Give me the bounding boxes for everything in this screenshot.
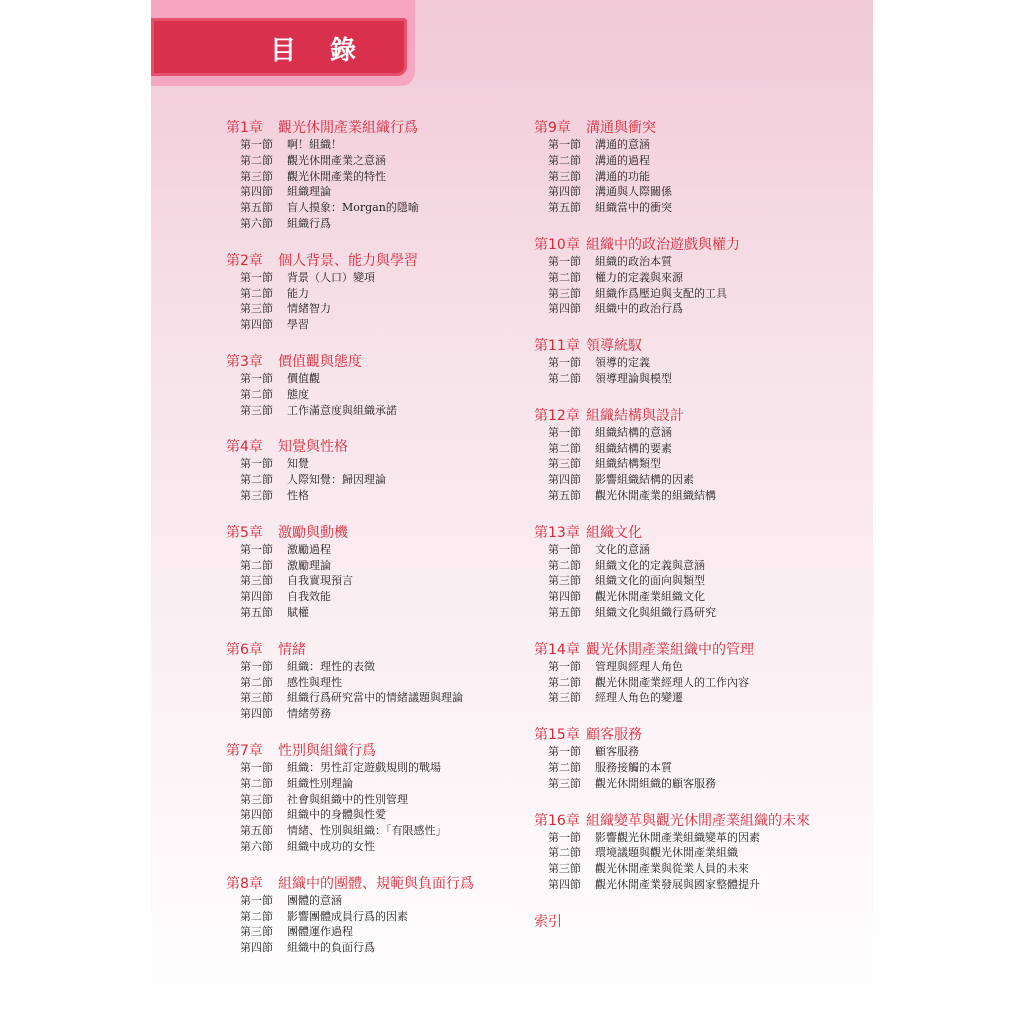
section-title: 觀光休閒產業發展與國家整體提升 (595, 877, 760, 891)
section-title: 影響組織結構的因素 (595, 473, 694, 487)
chapter-title: 組織中的政治遊戲與權力 (586, 236, 740, 253)
section-entry[interactable] (226, 924, 474, 940)
section-number: 第一節 (240, 659, 273, 673)
section-title: 文化的意涵 (595, 542, 650, 556)
section-number: 第五節 (240, 824, 273, 838)
section-title: 情緒勞務 (287, 707, 331, 721)
section-entry[interactable] (534, 456, 810, 472)
section-title: 情緒智力 (287, 302, 331, 316)
section-entry[interactable] (226, 573, 474, 589)
section-title: 服務接觸的本質 (595, 760, 672, 774)
chapter-entry (226, 641, 474, 722)
section-number: 第六節 (240, 216, 273, 230)
chapter-heading[interactable] (534, 524, 810, 542)
section-number: 第二節 (548, 558, 581, 572)
section-entry[interactable] (534, 877, 810, 893)
chapter-heading[interactable] (534, 641, 810, 659)
chapter-number: 第1章 (226, 120, 263, 136)
chapter-number: 第12章 (534, 407, 580, 424)
section-number: 第四節 (240, 808, 273, 822)
section-title: 觀光休閒組織的顧客服務 (595, 776, 716, 790)
section-title: 影響團體成員行爲的因素 (287, 909, 408, 923)
chapter-title: 領導統馭 (586, 338, 642, 355)
chapter-heading[interactable] (226, 119, 474, 137)
section-number: 第一節 (240, 138, 273, 151)
section-title: 自我實現預言 (287, 574, 353, 588)
toc-left-column (226, 119, 474, 976)
chapter-number: 第9章 (534, 120, 571, 136)
section-entry[interactable] (534, 830, 810, 846)
chapter-entry (226, 742, 474, 855)
section-title: 自我效能 (287, 590, 331, 604)
section-title: 能力 (287, 286, 309, 300)
section-entry[interactable] (226, 472, 474, 488)
section-title: 感性與理性 (287, 675, 342, 689)
section-number: 第五節 (548, 605, 581, 619)
page-title: 目錄 (270, 36, 391, 66)
section-title: 組織文化的面向與類型 (595, 574, 705, 588)
chapter-entry (226, 875, 474, 956)
section-number: 第二節 (548, 675, 581, 689)
section-entry[interactable] (226, 605, 474, 621)
chapter-title: 組織中的團體、規範與負面行爲 (278, 875, 474, 892)
section-title: 組織行爲 (287, 216, 331, 230)
section-entry[interactable] (226, 216, 474, 232)
section-entry[interactable] (226, 659, 474, 675)
chapter-heading[interactable] (226, 252, 474, 270)
section-title: 組織作爲壓迫與支配的工具 (595, 286, 727, 300)
section-title: 觀光休閒產業的組織結構 (595, 488, 716, 502)
section-entry[interactable] (534, 573, 810, 589)
section-number: 第二節 (548, 270, 581, 284)
chapter-title: 觀光休閒產業組織中的管理 (586, 641, 754, 658)
section-title: 溝通的意涵 (595, 138, 650, 151)
section-title: 情緒、性別與組織：「有限感性」 (287, 824, 447, 838)
section-entry[interactable] (534, 169, 810, 185)
chapter-entry (534, 726, 810, 791)
section-title: 組織的政治本質 (595, 254, 672, 268)
section-entry[interactable] (534, 286, 810, 302)
section-entry[interactable] (534, 675, 810, 691)
section-entry[interactable] (226, 317, 474, 333)
section-title: 溝通的過程 (595, 153, 650, 167)
section-entry[interactable] (226, 403, 474, 419)
section-number: 第二節 (240, 558, 273, 572)
index-link[interactable]: 索引 (534, 913, 562, 930)
chapter-title: 觀光休閒產業組織行爲 (278, 120, 418, 136)
chapter-number: 第15章 (534, 727, 580, 744)
chapter-entry (226, 524, 474, 621)
section-number: 第二節 (240, 675, 273, 689)
section-title: 組織：男性訂定遊戲規則的戰場 (287, 760, 441, 774)
section-entry[interactable] (534, 254, 810, 270)
section-number: 第三節 (548, 776, 581, 790)
section-title: 性格 (287, 488, 309, 502)
section-entry[interactable] (226, 760, 474, 776)
section-entry[interactable] (226, 387, 474, 403)
section-number: 第二節 (548, 153, 581, 167)
section-entry[interactable] (226, 558, 474, 574)
section-entry[interactable] (534, 301, 810, 317)
section-number: 第四節 (548, 473, 581, 487)
section-title: 組織：理性的表徵 (287, 659, 375, 673)
section-entry[interactable] (226, 675, 474, 691)
section-title: 態度 (287, 387, 309, 401)
section-number: 第一節 (548, 254, 581, 268)
chapter-entry (226, 438, 474, 503)
section-title: 組織文化與組織行爲研究 (595, 605, 716, 619)
section-number: 第四節 (240, 707, 273, 721)
chapter-number: 第8章 (226, 875, 263, 892)
chapter-entry (534, 407, 810, 504)
section-number: 第一節 (548, 425, 581, 439)
section-number: 第三節 (548, 286, 581, 300)
chapter-heading[interactable] (534, 236, 810, 254)
section-title: 組織結構的意涵 (595, 425, 672, 439)
chapter-heading[interactable] (534, 407, 810, 425)
section-title: 組織理論 (287, 185, 331, 199)
section-entry[interactable] (226, 137, 474, 153)
chapter-number: 第10章 (534, 236, 580, 253)
chapter-heading[interactable] (534, 337, 810, 355)
section-entry[interactable] (534, 861, 810, 877)
section-title: 盲人摸象：Morgan的隱喻 (287, 201, 419, 215)
section-entry[interactable] (226, 706, 474, 722)
section-entry[interactable] (534, 659, 810, 675)
section-title: 溝通的功能 (595, 169, 650, 183)
section-entry[interactable] (226, 589, 474, 605)
chapter-heading[interactable] (226, 742, 474, 760)
section-title: 顧客服務 (595, 745, 639, 759)
chapter-heading[interactable] (226, 353, 474, 371)
section-number: 第一節 (548, 659, 581, 673)
section-title: 價值觀 (287, 371, 320, 385)
section-title: 觀光休閒產業組織文化 (595, 590, 705, 604)
section-number: 第三節 (240, 403, 273, 417)
section-number: 第五節 (548, 201, 581, 215)
section-entry[interactable] (226, 270, 474, 286)
section-number: 第三節 (548, 862, 581, 876)
section-title: 觀光休閒產業的特性 (287, 169, 386, 183)
section-entry[interactable] (534, 355, 810, 371)
section-title: 背景（人口）變項 (287, 270, 375, 284)
section-entry[interactable] (226, 153, 474, 169)
section-number: 第三節 (240, 691, 273, 705)
section-title: 經理人角色的變遷 (595, 691, 683, 705)
section-number: 第二節 (240, 776, 273, 790)
section-title: 領導的定義 (595, 356, 650, 370)
chapter-entry (534, 524, 810, 621)
section-title: 組織結構類型 (595, 457, 661, 471)
section-number: 第四節 (548, 185, 581, 199)
chapter-heading[interactable] (226, 524, 474, 542)
section-number: 第一節 (240, 760, 273, 774)
section-title: 觀光休閒產業與從業人員的未來 (595, 862, 749, 876)
section-entry[interactable] (534, 760, 810, 776)
chapter-title: 個人背景、能力與學習 (278, 252, 418, 269)
section-entry[interactable] (226, 792, 474, 808)
section-entry[interactable] (226, 184, 474, 200)
section-title: 觀光休閒產業之意涵 (287, 153, 386, 167)
section-number: 第四節 (548, 302, 581, 316)
section-entry[interactable] (534, 776, 810, 792)
chapter-title: 組織文化 (586, 524, 642, 541)
section-entry[interactable] (534, 605, 810, 621)
section-number: 第一節 (240, 893, 273, 907)
section-entry[interactable] (226, 690, 474, 706)
section-number: 第一節 (548, 138, 581, 151)
section-title: 組織當中的衝突 (595, 201, 672, 215)
section-entry[interactable] (534, 137, 810, 153)
section-entry[interactable] (226, 909, 474, 925)
section-title: 組織結構的要素 (595, 441, 672, 455)
section-number: 第二節 (240, 909, 273, 923)
section-entry[interactable] (534, 488, 810, 504)
chapter-title: 組織結構與設計 (586, 407, 684, 424)
section-number: 第四節 (548, 590, 581, 604)
chapter-number: 第11章 (534, 338, 580, 355)
section-number: 第二節 (548, 760, 581, 774)
section-title: 啊！組織！ (287, 138, 342, 151)
chapter-number: 第5章 (226, 524, 263, 541)
section-entry[interactable] (226, 456, 474, 472)
section-number: 第四節 (240, 941, 273, 955)
section-number: 第一節 (240, 457, 273, 471)
section-number: 第二節 (548, 441, 581, 455)
chapter-heading[interactable] (534, 119, 810, 137)
section-number: 第四節 (548, 877, 581, 891)
section-title: 社會與組織中的性別管理 (287, 792, 408, 806)
chapter-title: 價值觀與態度 (278, 353, 362, 370)
section-entry[interactable] (534, 744, 810, 760)
section-title: 人際知覺：歸因理論 (287, 473, 386, 487)
section-number: 第二節 (240, 387, 273, 401)
section-number: 第一節 (548, 356, 581, 370)
section-number: 第五節 (240, 201, 273, 215)
section-title: 領導理論與模型 (595, 371, 672, 385)
section-entry[interactable] (534, 542, 810, 558)
section-entry[interactable] (226, 776, 474, 792)
section-title: 學習 (287, 318, 309, 332)
section-number: 第四節 (240, 590, 273, 604)
chapter-heading[interactable] (226, 641, 474, 659)
section-entry[interactable] (534, 425, 810, 441)
section-entry[interactable] (534, 441, 810, 457)
section-title: 觀光休閒產業經理人的工作內容 (595, 675, 749, 689)
section-title: 組織性別理論 (287, 776, 353, 790)
section-entry[interactable] (226, 301, 474, 317)
section-title: 組織中成功的女性 (287, 839, 375, 853)
section-number: 第二節 (240, 286, 273, 300)
section-entry[interactable] (534, 589, 810, 605)
section-entry[interactable] (226, 823, 474, 839)
section-title: 權力的定義與來源 (595, 270, 683, 284)
section-number: 第三節 (548, 574, 581, 588)
section-entry[interactable] (534, 558, 810, 574)
section-title: 團體運作過程 (287, 925, 353, 939)
section-number: 第三節 (240, 925, 273, 939)
chapter-number: 第6章 (226, 641, 263, 658)
section-entry[interactable] (226, 542, 474, 558)
chapter-number: 第16章 (534, 812, 580, 829)
section-number: 第二節 (240, 153, 273, 167)
section-number: 第二節 (240, 473, 273, 487)
section-title: 環境議題與觀光休閒產業組織 (595, 846, 738, 860)
section-entry[interactable] (534, 153, 810, 169)
section-entry[interactable] (534, 371, 810, 387)
section-entry[interactable] (226, 286, 474, 302)
section-title: 知覺 (287, 457, 309, 471)
section-number: 第三節 (240, 302, 273, 316)
chapter-title: 組織變革與觀光休閒產業組織的未來 (586, 812, 810, 829)
section-number: 第六節 (240, 839, 273, 853)
chapter-entry (226, 252, 474, 333)
section-entry[interactable] (534, 690, 810, 706)
section-entry[interactable] (534, 200, 810, 216)
section-number: 第三節 (548, 457, 581, 471)
chapter-entry (534, 119, 810, 216)
chapter-title: 溝通與衝突 (586, 120, 656, 136)
section-title: 組織文化的定義與意涵 (595, 558, 705, 572)
chapter-number: 第7章 (226, 742, 263, 759)
chapter-heading[interactable] (226, 438, 474, 456)
section-title: 激勵過程 (287, 542, 331, 556)
chapter-entry (226, 353, 474, 418)
section-number: 第一節 (240, 542, 273, 556)
section-title: 溝通與人際關係 (595, 185, 672, 199)
section-entry[interactable] (226, 940, 474, 956)
section-entry[interactable] (534, 472, 810, 488)
chapter-title: 性別與組織行爲 (278, 742, 376, 759)
chapter-title: 激勵與動機 (278, 524, 348, 541)
section-number: 第三節 (548, 691, 581, 705)
chapter-title: 知覺與性格 (278, 439, 348, 456)
section-entry[interactable] (226, 169, 474, 185)
section-title: 賦權 (287, 605, 309, 619)
section-entry[interactable] (226, 807, 474, 823)
section-title: 組織行爲研究當中的情緒議題與理論 (287, 691, 463, 705)
chapter-number: 第14章 (534, 641, 580, 658)
chapter-number: 第3章 (226, 353, 263, 370)
section-entry[interactable] (534, 184, 810, 200)
section-entry[interactable] (534, 270, 810, 286)
section-title: 組織中的身體與性愛 (287, 808, 386, 822)
section-title: 團體的意涵 (287, 893, 342, 907)
section-entry[interactable] (534, 845, 810, 861)
chapter-entry (534, 812, 810, 893)
section-entry[interactable] (226, 893, 474, 909)
section-number: 第二節 (548, 371, 581, 385)
section-number: 第一節 (548, 745, 581, 759)
chapter-heading[interactable] (534, 812, 810, 830)
section-title: 激勵理論 (287, 558, 331, 572)
section-title: 組織中的政治行爲 (595, 302, 683, 316)
chapter-entry (534, 337, 810, 387)
section-number: 第三節 (548, 169, 581, 183)
section-entry[interactable] (226, 371, 474, 387)
section-number: 第五節 (548, 488, 581, 502)
section-number: 第一節 (548, 830, 581, 844)
section-number: 第四節 (240, 185, 273, 199)
section-entry[interactable] (226, 200, 474, 216)
chapter-number: 第4章 (226, 439, 263, 456)
section-number: 第二節 (548, 846, 581, 860)
section-title: 管理與經理人角色 (595, 659, 683, 673)
toc-right-column (534, 119, 810, 931)
chapter-heading[interactable] (534, 726, 810, 744)
chapter-title: 顧客服務 (586, 727, 642, 744)
chapter-entry (534, 641, 810, 706)
section-number: 第三節 (240, 792, 273, 806)
section-title: 工作滿意度與組織承諾 (287, 403, 397, 417)
chapter-number: 第13章 (534, 524, 580, 541)
chapter-title: 情緒 (278, 641, 306, 658)
section-number: 第四節 (240, 318, 273, 332)
section-number: 第五節 (240, 605, 273, 619)
section-number: 第一節 (548, 542, 581, 556)
section-number: 第三節 (240, 488, 273, 502)
section-number: 第一節 (240, 270, 273, 284)
section-title: 影響觀光休閒產業組織變革的因素 (595, 830, 760, 844)
section-number: 第三節 (240, 574, 273, 588)
section-title: 組織中的負面行爲 (287, 941, 375, 955)
section-number: 第一節 (240, 371, 273, 385)
chapter-number: 第2章 (226, 252, 263, 269)
chapter-entry (226, 119, 474, 232)
chapter-entry (534, 236, 810, 317)
section-number: 第三節 (240, 169, 273, 183)
section-entry[interactable] (226, 488, 474, 504)
chapter-heading[interactable] (226, 875, 474, 893)
section-entry[interactable] (226, 839, 474, 855)
